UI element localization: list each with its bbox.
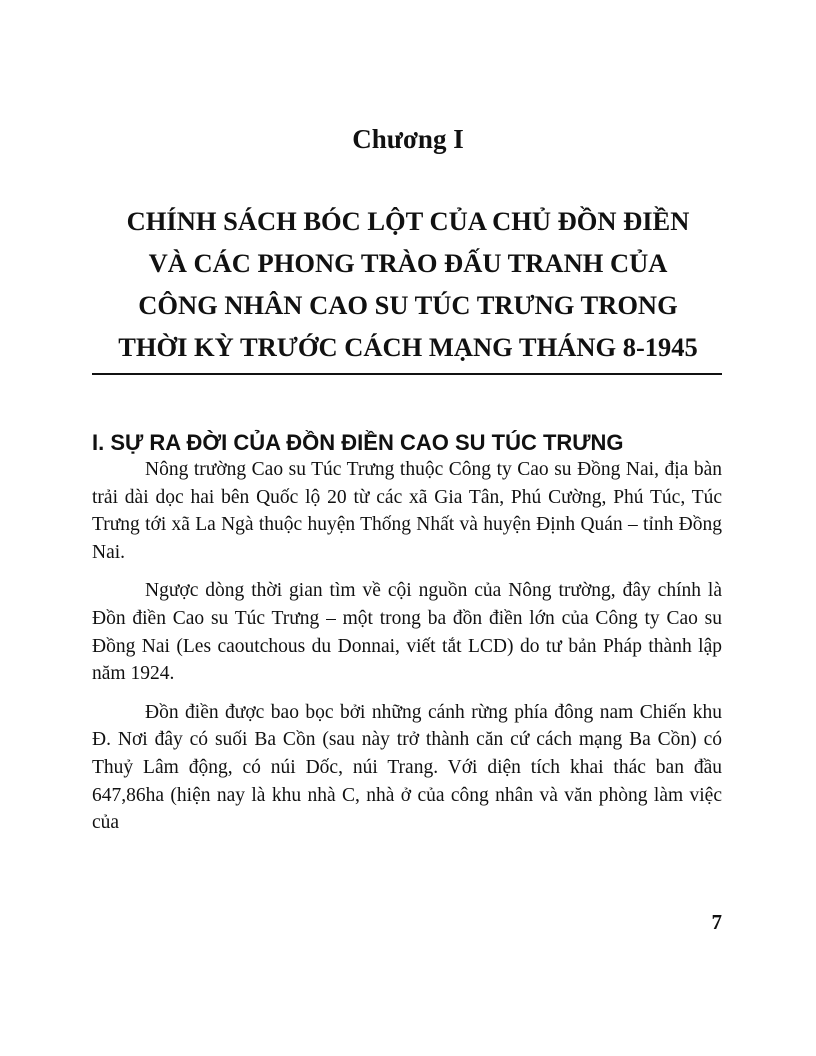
chapter-title-line: THỜI KỲ TRƯỚC CÁCH MẠNG THÁNG 8-1945 <box>118 332 698 362</box>
paragraph: Nông trường Cao su Túc Trưng thuộc Công ty Cao su Đồng Nai, địa bàn trải dài dọc hai bên Quốc lộ 20 từ các xã Gia Tân, Phú Cường, Phú Túc, Túc Trưng tới xã La Ngà thuộc huyện Thống Nhất và huyện Định Quán – tỉnh Đồng Nai. <box>92 459 722 563</box>
title-divider <box>92 373 722 375</box>
chapter-title-line: CÔNG NHÂN CAO SU TÚC TRƯNG TRONG <box>138 290 678 320</box>
chapter-title <box>92 200 724 368</box>
paragraph: Đồn điền được bao bọc bởi những cánh rừng phía đông nam Chiến khu Đ. Nơi đây có suối Ba Cồn (sau này trở thành căn cứ cách mạng Ba Cồn) có Thuỷ Lâm động, có núi Dốc, núi Trang. Với diện tích khai thác ban đầu 647,86ha (hiện nay là khu nhà C, nhà ở của công nhân và văn phòng làm việc của <box>92 701 722 834</box>
section-heading: I. SỰ RA ĐỜI CỦA ĐỒN ĐIỀN CAO SU TÚC TRƯNG <box>92 430 624 456</box>
page-number: 7 <box>711 910 722 934</box>
body-text <box>92 456 722 848</box>
paragraph: Ngược dòng thời gian tìm về cội nguồn của Nông trường, đây chính là Đồn điền Cao su Túc Trưng – một trong ba đồn điền lớn của Công ty Cao su Đồng Nai (Les caoutchous du Donnai, viết tắt LCD) do tư bản Pháp thành lập năm 1924. <box>92 580 722 685</box>
chapter-title-line: VÀ CÁC PHONG TRÀO ĐẤU TRANH CỦA <box>148 248 668 278</box>
chapter-title-line: CHÍNH SÁCH BÓC LỘT CỦA CHỦ ĐỒN ĐIỀN <box>126 206 690 236</box>
chapter-label: Chương I <box>352 124 464 154</box>
